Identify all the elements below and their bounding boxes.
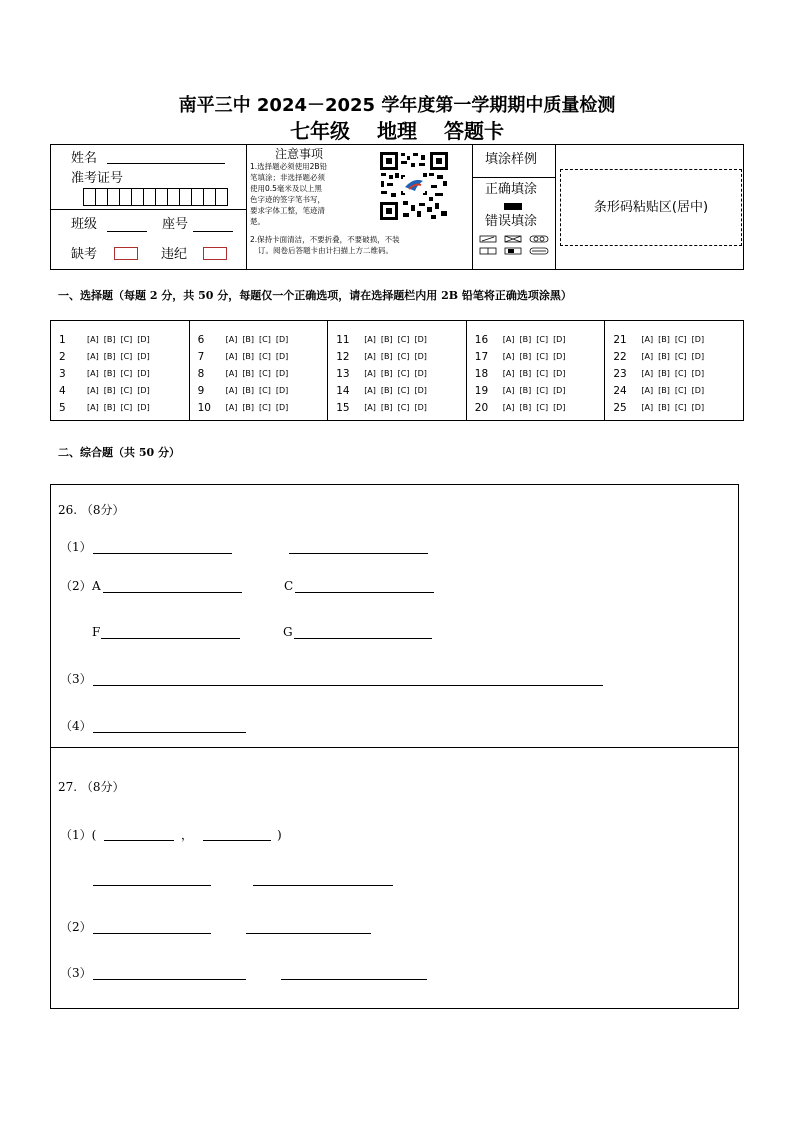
section2-heading: 二、综合题（共 50 分）	[58, 446, 180, 459]
barcode-area	[560, 169, 742, 246]
q27-part3-label: （3）	[60, 966, 92, 980]
notice-text-1: 1.选择题必须使用2B铅 笔填涂；非选择题必须 使用0.5毫米及以上黑 色字迹的签字笔书写， 要求字体工整，笔迹清 楚。	[250, 162, 328, 226]
name-label: 姓名	[71, 151, 98, 166]
choice-row[interactable]: 11 [A] [B] [C] [D]	[336, 333, 427, 346]
q27-part1-blank-4[interactable]	[253, 885, 393, 886]
seat-label: 座号	[162, 217, 189, 232]
choice-row[interactable]: 15 [A] [B] [C] [D]	[336, 401, 427, 414]
choice-row[interactable]: 25 [A] [B] [C] [D]	[613, 401, 705, 414]
choice-column-4	[467, 321, 606, 420]
choice-row[interactable]: 22 [A] [B] [C] [D]	[613, 350, 705, 363]
notice-title: 注意事项	[275, 147, 324, 161]
choice-column-3	[328, 321, 467, 420]
q27-title: 27. （8分）	[58, 780, 125, 794]
exam-subtitle	[0, 119, 794, 143]
q26-part3-label: （3）	[60, 672, 92, 686]
q27-part1-comma: ，	[181, 828, 194, 842]
choice-row[interactable]: 6 [A] [B] [C] [D]	[197, 333, 289, 346]
choice-table	[50, 320, 744, 421]
choice-row[interactable]: 20 [A] [B] [C] [D]	[474, 401, 566, 414]
q26-part2-blank-a[interactable]	[103, 592, 242, 593]
choice-row[interactable]: 3 [A] [B] [C] [D]	[59, 367, 150, 380]
absent-label: 缺考	[71, 247, 98, 262]
absent-checkbox[interactable]	[114, 247, 138, 260]
q26-title: 26. （8分）	[58, 503, 125, 517]
choice-row[interactable]: 5 [A] [B] [C] [D]	[59, 401, 150, 414]
choice-column-2	[190, 321, 329, 420]
q26-part1-label: （1）	[60, 540, 92, 554]
subtitle-subject: 地理	[377, 119, 417, 143]
choice-row[interactable]: 21 [A] [B] [C] [D]	[613, 333, 705, 346]
q27-part2-label: （2）	[60, 920, 92, 934]
name-field[interactable]	[107, 163, 225, 164]
exam-id-label: 准考证号	[71, 171, 124, 186]
correct-fill-label: 正确填涂	[485, 182, 538, 197]
q26-part1-blank-1[interactable]	[93, 553, 232, 554]
seat-field[interactable]	[193, 231, 233, 232]
choice-row[interactable]: 7 [A] [B] [C] [D]	[197, 350, 289, 363]
q26-part3-blank[interactable]	[93, 685, 603, 686]
barcode-label: 条形码粘贴区(居中)	[593, 200, 709, 215]
choice-row[interactable]: 10 [A] [B] [C] [D]	[197, 401, 289, 414]
q27-part1-blank-3[interactable]	[93, 885, 211, 886]
choice-row[interactable]: 2 [A] [B] [C] [D]	[59, 350, 150, 363]
q27-part2-blank-2[interactable]	[246, 933, 371, 934]
choice-row[interactable]: 1 [A] [B] [C] [D]	[59, 333, 150, 346]
correct-fill-mark	[504, 203, 522, 210]
q26-part4-label: （4）	[60, 719, 92, 733]
choice-row[interactable]: 17 [A] [B] [C] [D]	[474, 350, 566, 363]
q27-part3-blank-1[interactable]	[93, 979, 246, 980]
choice-row[interactable]: 4 [A] [B] [C] [D]	[59, 384, 150, 397]
subtitle-card: 答题卡	[443, 119, 504, 143]
q26-part2-c: C	[284, 579, 294, 593]
q27-part1-close: )	[277, 828, 282, 842]
q26-part2-a: A	[92, 579, 101, 593]
violation-label: 违纪	[161, 247, 188, 262]
choice-row[interactable]: 14 [A] [B] [C] [D]	[336, 384, 427, 397]
choice-column-5	[605, 321, 743, 420]
exam-title: 南平三中 2024－2025 学年度第一学期期中质量检测	[178, 95, 616, 116]
q27-part1-blank-1[interactable]	[104, 840, 174, 841]
choice-row[interactable]: 19 [A] [B] [C] [D]	[474, 384, 566, 397]
choice-row[interactable]: 13 [A] [B] [C] [D]	[336, 367, 427, 380]
violation-checkbox[interactable]	[203, 247, 227, 260]
choice-row[interactable]: 23 [A] [B] [C] [D]	[613, 367, 705, 380]
choice-column-1	[51, 321, 190, 420]
wrong-fill-marks-icon	[479, 234, 551, 258]
q26-part1-blank-2[interactable]	[289, 553, 428, 554]
choice-row[interactable]: 24 [A] [B] [C] [D]	[613, 384, 705, 397]
section1-heading: 一、选择题（每题 2 分，共 50 分，每题仅一个正确选项，请在选择题栏内用 2B 铅笔将正确选项涂黑）	[58, 289, 572, 302]
exam-id-cells[interactable]	[83, 188, 228, 206]
class-label: 班级	[71, 217, 98, 232]
qr-code-icon	[379, 151, 449, 221]
q27-part2-blank-1[interactable]	[93, 933, 211, 934]
choice-row[interactable]: 16 [A] [B] [C] [D]	[474, 333, 566, 346]
q26-part4-blank[interactable]	[93, 732, 246, 733]
subtitle-grade: 七年级	[290, 119, 351, 143]
q26-part2-blank-f[interactable]	[101, 638, 240, 639]
q26-part2-f: F	[92, 625, 101, 639]
wrong-fill-label: 错误填涂	[485, 214, 538, 229]
answer-card-header	[50, 144, 744, 270]
q26-part2-blank-g[interactable]	[294, 638, 432, 639]
q27-part3-blank-2[interactable]	[281, 979, 427, 980]
q26-part2-blank-c[interactable]	[295, 592, 434, 593]
q26-part2-g: G	[283, 625, 293, 639]
q27-part1-label: （1）(	[60, 828, 97, 842]
q27-part1-blank-2[interactable]	[203, 840, 271, 841]
choice-row[interactable]: 8 [A] [B] [C] [D]	[197, 367, 289, 380]
choice-row[interactable]: 9 [A] [B] [C] [D]	[197, 384, 289, 397]
choice-row[interactable]: 12 [A] [B] [C] [D]	[336, 350, 427, 363]
fill-example-title: 填涂样例	[485, 152, 538, 167]
question-27-box	[50, 747, 739, 1009]
question-26-box	[50, 484, 739, 748]
choice-row[interactable]: 18 [A] [B] [C] [D]	[474, 367, 566, 380]
notice-text-2: 2.保持卡面清洁，不要折叠，不要破损，不装 订。阅卷后答题卡由计扫描上方二维码。	[250, 235, 400, 255]
q26-part2-label: （2）	[60, 579, 92, 593]
class-field[interactable]	[107, 231, 147, 232]
